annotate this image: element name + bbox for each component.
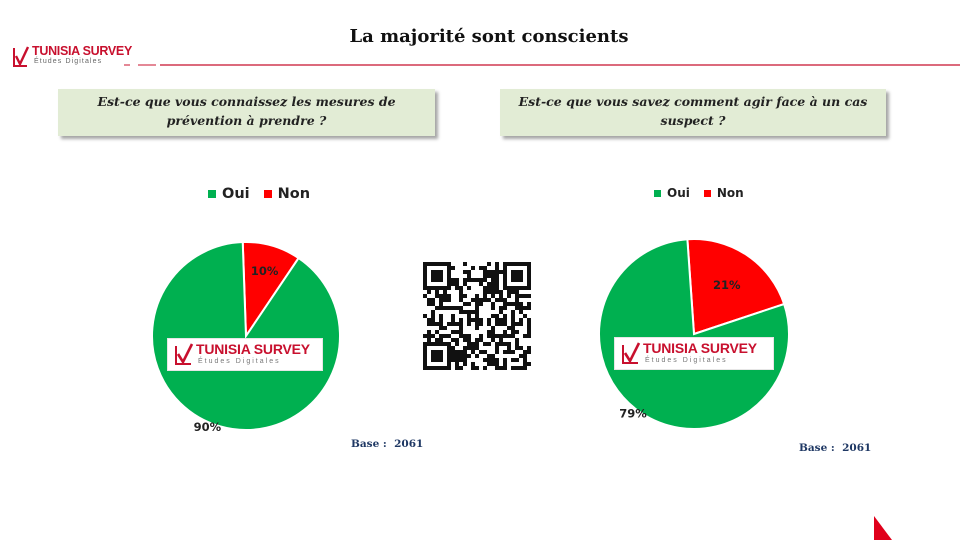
data-label-oui: 90% — [193, 420, 222, 432]
data-label-oui: 79% — [619, 406, 647, 421]
legend-item-oui — [208, 186, 250, 202]
legend-label-non: Non — [277, 186, 311, 202]
legend-swatch-non — [264, 190, 272, 198]
header-divider — [124, 64, 960, 78]
watermark-text: TUNISIA SURVEY — [643, 340, 757, 356]
tunisia-survey-logo-icon — [12, 44, 30, 70]
legend-item-non — [264, 186, 310, 202]
pie-chart-1 — [150, 240, 342, 432]
page-title: La majorité sont conscients — [349, 26, 629, 47]
question-text-1: Est-ce que vous connaissez les mesures de prévention à prendre ? — [97, 94, 396, 128]
base-label-1: Base : 2061 — [351, 438, 424, 450]
question-box-2 — [500, 89, 886, 136]
logo-text: TUNISIA SURVEY — [32, 44, 132, 58]
watermark-subtext: Études Digitales — [198, 358, 281, 365]
pie-chart-2 — [597, 237, 791, 431]
legend-label-oui: Oui — [222, 186, 250, 202]
watermark-subtext: Études Digitales — [645, 357, 728, 364]
legend-label-oui: Oui — [667, 186, 690, 200]
watermark-logo-1 — [167, 338, 323, 371]
chart-1-legend — [208, 186, 318, 202]
base-label-2: Base : 2061 — [799, 442, 872, 454]
data-label-non: 10% — [250, 263, 279, 278]
logo-subtext: Études Digitales — [34, 58, 103, 65]
legend-item-non — [704, 186, 744, 200]
watermark-logo-2 — [614, 337, 774, 370]
tunisia-survey-logo-icon — [174, 342, 194, 368]
legend-swatch-oui — [654, 190, 661, 197]
legend-swatch-non — [704, 190, 711, 197]
legend-item-oui — [654, 186, 690, 200]
data-label-non: 21% — [713, 278, 741, 293]
legend-label-non: Non — [716, 186, 744, 200]
question-text-2: Est-ce que vous savez comment agir face à un cas suspect ? — [518, 94, 868, 128]
question-box-1 — [58, 89, 435, 136]
corner-accent-shape — [874, 516, 896, 540]
tunisia-survey-logo-icon — [621, 341, 641, 367]
chart-2-legend — [654, 186, 752, 200]
watermark-text: TUNISIA SURVEY — [196, 341, 310, 357]
legend-swatch-oui — [208, 190, 216, 198]
qr-code-icon — [423, 262, 531, 370]
